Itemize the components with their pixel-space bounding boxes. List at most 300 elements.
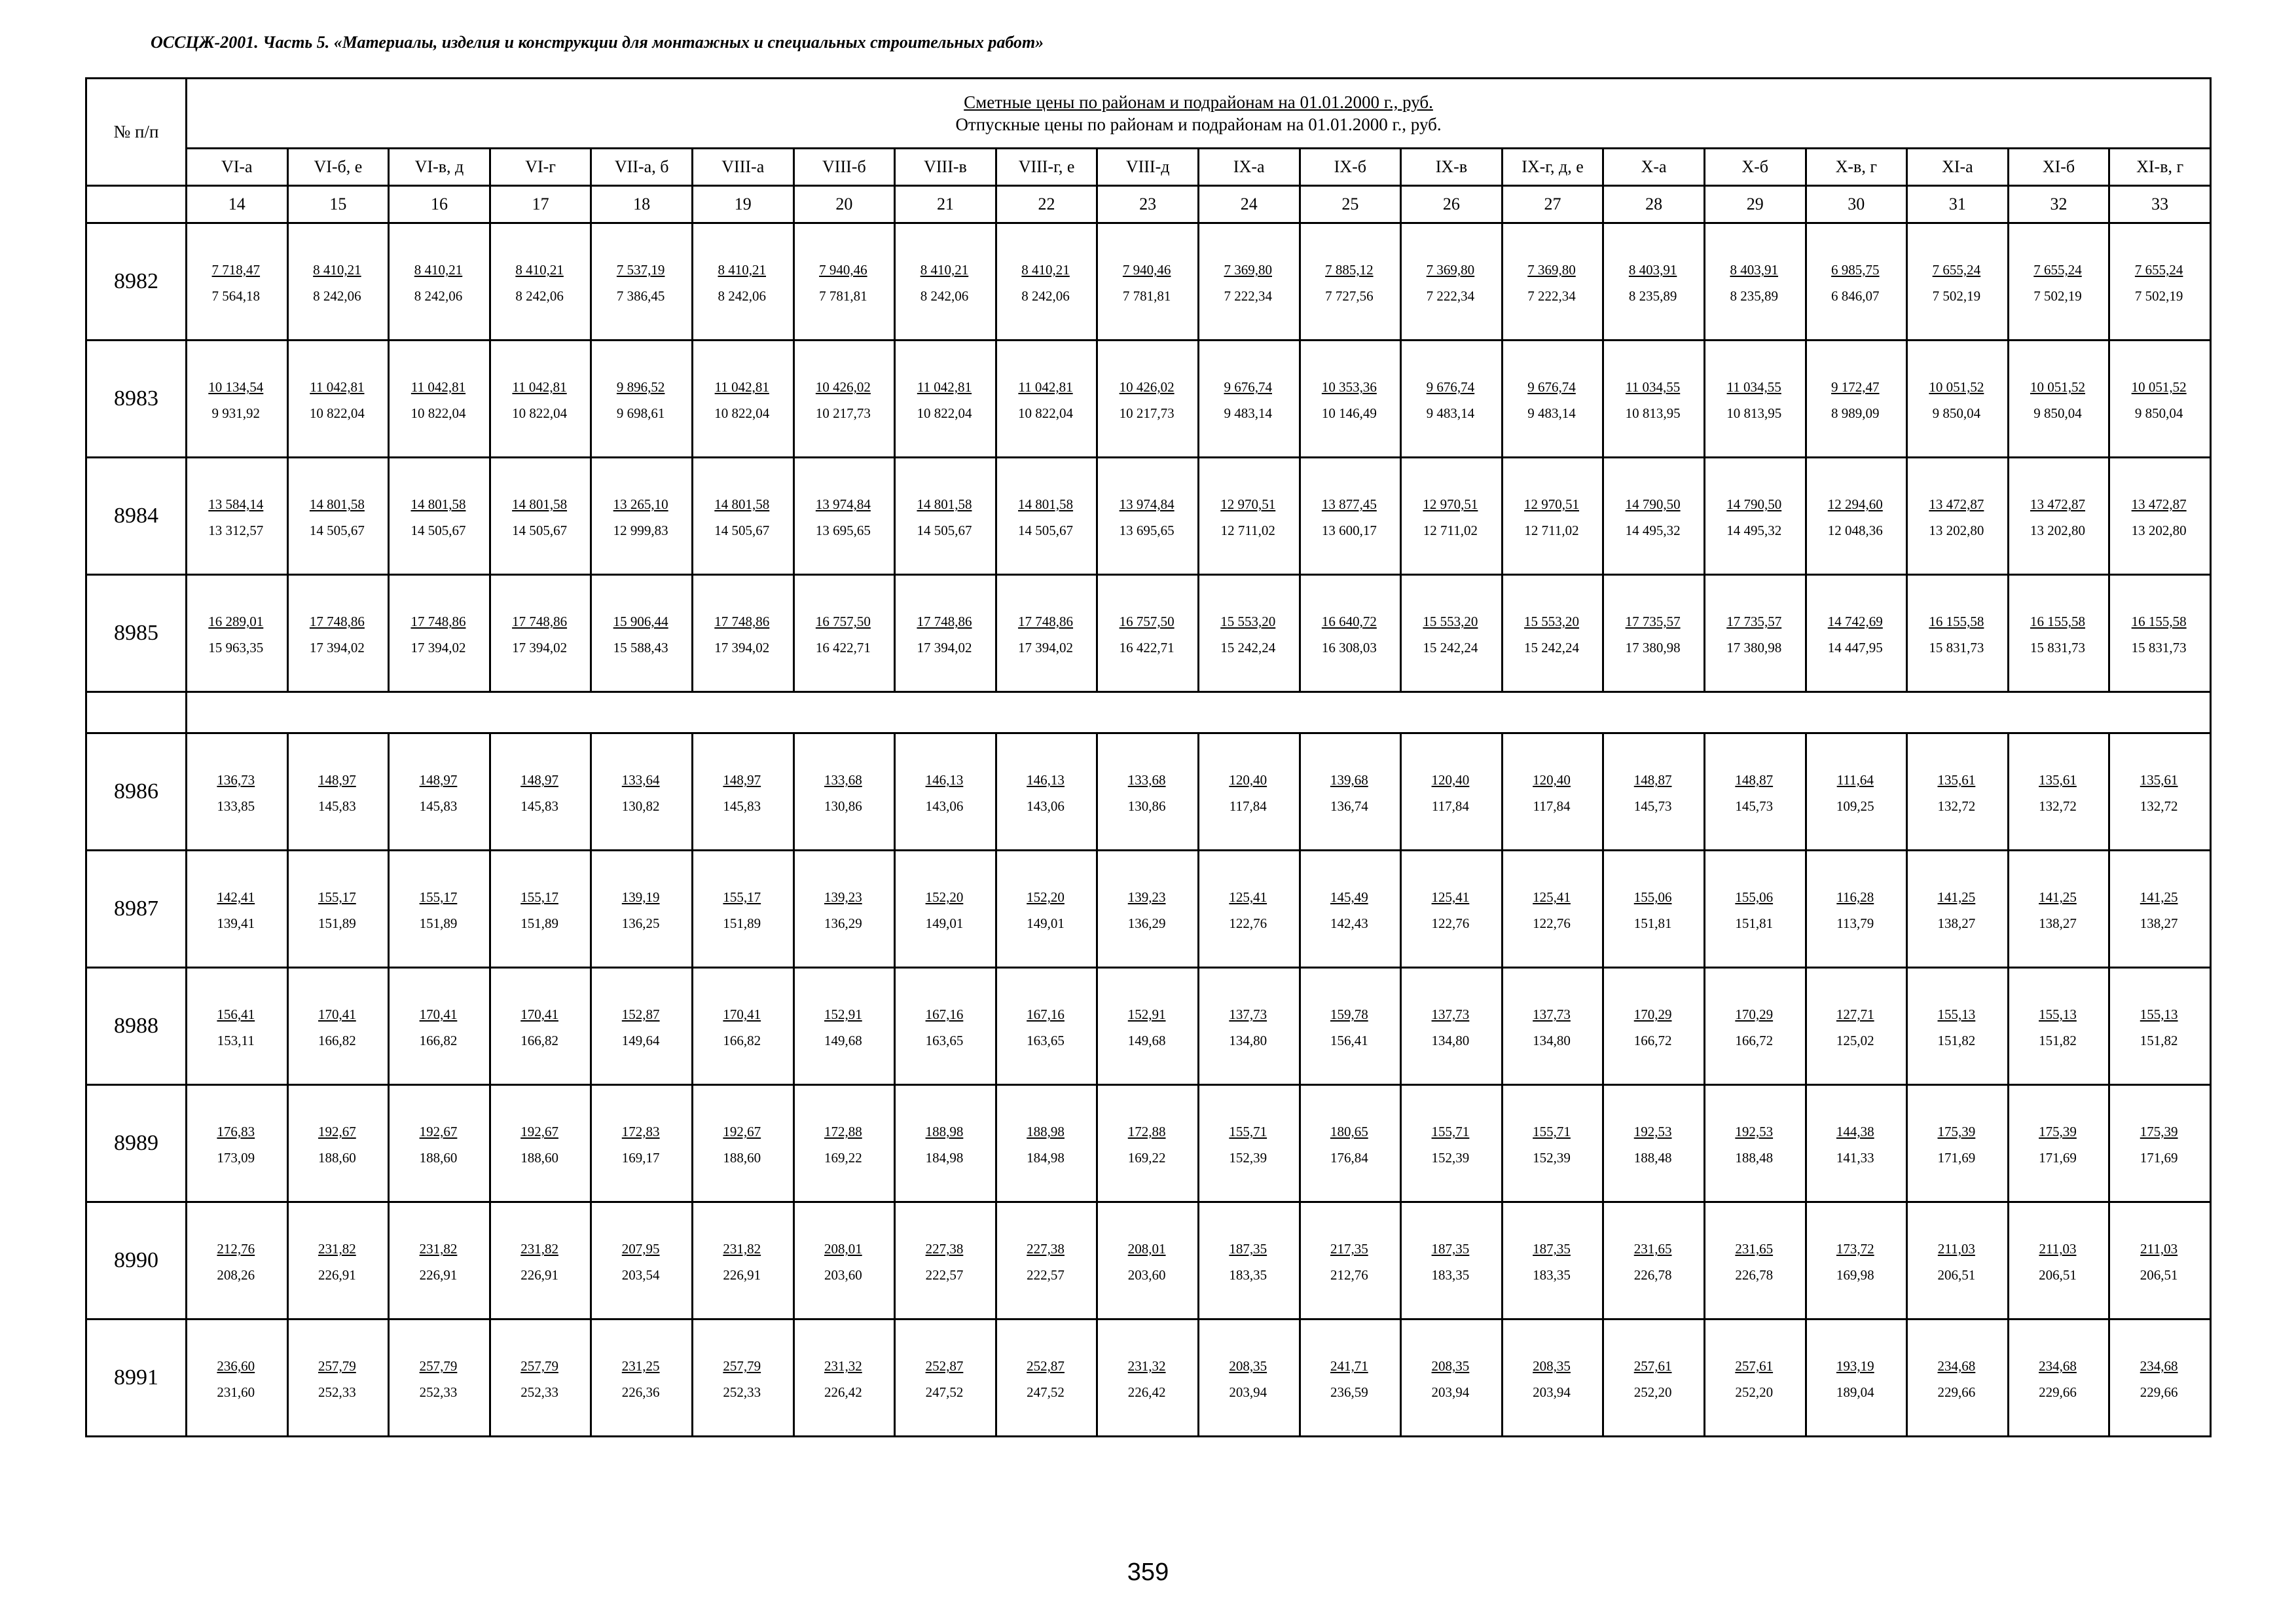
- price-cell: [1704, 223, 1806, 341]
- price-cell: [1300, 341, 1401, 458]
- estimate-price: 208,01: [824, 1241, 862, 1257]
- price-cell: [187, 851, 288, 968]
- estimate-price: 192,67: [419, 1124, 458, 1139]
- release-price: 189,04: [1836, 1384, 1874, 1400]
- estimate-price: 155,17: [520, 889, 558, 905]
- price-cell: [1401, 1320, 1503, 1437]
- release-price: 176,84: [1330, 1150, 1368, 1166]
- price-cell: [1806, 1202, 1907, 1320]
- release-price: 13 202,80: [1929, 523, 1984, 538]
- price-cell: [996, 1085, 1097, 1202]
- estimate-price: 14 742,69: [1827, 614, 1883, 629]
- price-cell: [187, 575, 288, 692]
- estimate-price: 159,78: [1330, 1006, 1368, 1022]
- price-cell: [1603, 341, 1705, 458]
- region-header: IX-б: [1300, 149, 1401, 186]
- release-price: 188,48: [1633, 1150, 1672, 1166]
- release-price: 173,09: [217, 1150, 255, 1166]
- release-price: 183,35: [1229, 1267, 1267, 1283]
- estimate-price: 13 974,84: [1119, 496, 1175, 512]
- column-number: 17: [490, 186, 591, 223]
- estimate-price: 175,39: [1937, 1124, 1976, 1139]
- column-number: 32: [2008, 186, 2109, 223]
- estimate-price: 208,35: [1533, 1358, 1571, 1374]
- price-cell: [2008, 341, 2109, 458]
- estimate-price: 173,72: [1836, 1241, 1874, 1257]
- price-cell: [287, 223, 389, 341]
- estimate-price: 152,91: [1127, 1006, 1166, 1022]
- release-price: 13 600,17: [1321, 523, 1377, 538]
- price-cell: [490, 575, 591, 692]
- estimate-price: 152,20: [1027, 889, 1065, 905]
- estimate-price: 217,35: [1330, 1241, 1368, 1257]
- release-price: 9 483,14: [1527, 405, 1576, 421]
- estimate-price: 14 801,58: [1018, 496, 1074, 512]
- estimate-price: 207,95: [621, 1241, 660, 1257]
- price-cell: [1806, 223, 1907, 341]
- price-cell: [591, 575, 693, 692]
- price-cell: [793, 1320, 895, 1437]
- estimate-price: 16 155,58: [1929, 614, 1984, 629]
- price-cell: [692, 1085, 793, 1202]
- price-cell: [287, 1202, 389, 1320]
- price-cell: [2008, 1320, 2109, 1437]
- release-price: 252,33: [419, 1384, 458, 1400]
- release-price: 188,60: [419, 1150, 458, 1166]
- release-price: 6 846,07: [1831, 288, 1880, 304]
- estimate-price: 152,91: [824, 1006, 862, 1022]
- region-header: X-а: [1603, 149, 1705, 186]
- row-number: 8985: [86, 575, 187, 692]
- price-cell: [389, 1320, 490, 1437]
- price-cell: [187, 733, 288, 851]
- estimate-price: 9 172,47: [1831, 379, 1880, 395]
- price-cell: [490, 341, 591, 458]
- estimate-price: 167,16: [1027, 1006, 1065, 1022]
- release-price: 169,22: [824, 1150, 862, 1166]
- price-cell: [2008, 458, 2109, 575]
- price-cell: [1806, 575, 1907, 692]
- release-price: 14 505,67: [309, 523, 365, 538]
- release-price: 17 394,02: [1018, 640, 1074, 655]
- price-cell: [996, 341, 1097, 458]
- estimate-price: 172,83: [621, 1124, 660, 1139]
- release-price: 132,72: [2039, 798, 2077, 814]
- price-cell: [2109, 1202, 2211, 1320]
- estimate-price: 127,71: [1836, 1006, 1874, 1022]
- release-price: 14 505,67: [410, 523, 466, 538]
- release-price: 171,69: [2140, 1150, 2178, 1166]
- release-price: 136,25: [621, 915, 660, 931]
- release-price: 252,33: [318, 1384, 356, 1400]
- release-price: 142,43: [1330, 915, 1368, 931]
- column-number: 15: [287, 186, 389, 223]
- estimate-price: 148,97: [318, 772, 356, 788]
- estimate-price: 17 748,86: [917, 614, 972, 629]
- estimate-price: 155,17: [318, 889, 356, 905]
- estimate-price: 9 676,74: [1426, 379, 1475, 395]
- estimate-price: 192,53: [1735, 1124, 1774, 1139]
- price-cell: [1603, 968, 1705, 1085]
- estimate-price: 170,41: [723, 1006, 761, 1022]
- estimate-price: 257,79: [520, 1358, 558, 1374]
- release-price: 247,52: [925, 1384, 964, 1400]
- price-cell: [1806, 458, 1907, 575]
- price-cell: [1401, 851, 1503, 968]
- release-price: 17 394,02: [917, 640, 972, 655]
- price-cell: [793, 223, 895, 341]
- price-cell: [996, 575, 1097, 692]
- release-price: 145,83: [520, 798, 558, 814]
- estimate-price: 148,97: [723, 772, 761, 788]
- release-price: 184,98: [1027, 1150, 1065, 1166]
- release-price: 226,91: [318, 1267, 356, 1283]
- price-cell: [1806, 1320, 1907, 1437]
- release-price: 15 242,24: [1220, 640, 1276, 655]
- price-cell: [187, 341, 288, 458]
- column-number: 14: [187, 186, 288, 223]
- price-cell: [1198, 341, 1300, 458]
- estimate-price: 14 790,50: [1625, 496, 1681, 512]
- release-price: 203,60: [824, 1267, 862, 1283]
- estimate-price: 135,61: [2039, 772, 2077, 788]
- release-price: 122,76: [1229, 915, 1267, 931]
- price-cell: [1097, 1085, 1199, 1202]
- estimate-price: 16 640,72: [1321, 614, 1377, 629]
- estimate-price: 231,25: [621, 1358, 660, 1374]
- row-number: 8991: [86, 1320, 187, 1437]
- price-cell: [591, 341, 693, 458]
- price-cell: [1198, 1085, 1300, 1202]
- price-cell: [1401, 1202, 1503, 1320]
- estimate-price: 155,17: [723, 889, 761, 905]
- estimate-price: 172,88: [824, 1124, 862, 1139]
- column-number: 18: [591, 186, 693, 223]
- estimate-price: 9 676,74: [1224, 379, 1272, 395]
- price-cell: [692, 1320, 793, 1437]
- region-header: VI-г: [490, 149, 591, 186]
- price-cell: [692, 223, 793, 341]
- price-cell: [1806, 1085, 1907, 1202]
- price-cell: [389, 733, 490, 851]
- release-price: 10 822,04: [714, 405, 770, 421]
- release-price: 149,64: [621, 1033, 660, 1048]
- estimate-price: 231,65: [1633, 1241, 1672, 1257]
- release-price: 226,42: [824, 1384, 862, 1400]
- row-number: 8986: [86, 733, 187, 851]
- release-price: 206,51: [2039, 1267, 2077, 1283]
- release-price: 169,98: [1836, 1267, 1874, 1283]
- estimate-price: 252,87: [1027, 1358, 1065, 1374]
- price-cell: [1097, 968, 1199, 1085]
- release-price: 169,17: [621, 1150, 660, 1166]
- release-price: 130,86: [824, 798, 862, 814]
- price-cell: [895, 851, 996, 968]
- price-cell: [895, 1320, 996, 1437]
- estimate-price: 133,68: [824, 772, 862, 788]
- release-price: 163,65: [925, 1033, 964, 1048]
- estimate-price: 192,67: [318, 1124, 356, 1139]
- price-cell: [1198, 223, 1300, 341]
- release-price: 203,94: [1229, 1384, 1267, 1400]
- price-cell: [1401, 575, 1503, 692]
- release-price: 151,89: [318, 915, 356, 931]
- release-price: 117,84: [1229, 798, 1267, 814]
- price-cell: [793, 968, 895, 1085]
- release-price: 226,91: [419, 1267, 458, 1283]
- estimate-price: 148,97: [520, 772, 558, 788]
- estimate-price: 13 974,84: [815, 496, 871, 512]
- header-row-column-numbers: [86, 186, 2211, 223]
- release-price: 203,94: [1533, 1384, 1571, 1400]
- price-cell: [1300, 968, 1401, 1085]
- release-price: 153,11: [217, 1033, 255, 1048]
- table-row: [86, 1320, 2211, 1437]
- estimate-price: 236,60: [217, 1358, 255, 1374]
- price-cell: [2109, 458, 2211, 575]
- column-number: 16: [389, 186, 490, 223]
- price-cell: [2008, 968, 2109, 1085]
- price-cell: [1502, 733, 1603, 851]
- estimate-price: 170,29: [1633, 1006, 1672, 1022]
- separator-row: [86, 692, 2211, 733]
- price-cell: [1401, 968, 1503, 1085]
- price-cell: [793, 851, 895, 968]
- region-header: IX-г, д, е: [1502, 149, 1603, 186]
- release-price: 134,80: [1431, 1033, 1470, 1048]
- estimate-price: 7 369,80: [1527, 262, 1576, 278]
- price-cell: [591, 968, 693, 1085]
- estimate-price: 208,35: [1229, 1358, 1267, 1374]
- price-cell: [389, 341, 490, 458]
- estimate-price: 155,13: [2140, 1006, 2178, 1022]
- estimate-price: 192,67: [723, 1124, 761, 1139]
- estimate-price: 17 748,86: [410, 614, 466, 629]
- release-price: 222,57: [1027, 1267, 1065, 1283]
- estimate-price: 141,25: [2140, 889, 2178, 905]
- release-price: 13 312,57: [208, 523, 264, 538]
- estimate-price: 14 801,58: [512, 496, 568, 512]
- estimate-price: 234,68: [2039, 1358, 2077, 1374]
- price-cell: [1704, 1085, 1806, 1202]
- estimate-price: 10 051,52: [2030, 379, 2085, 395]
- release-price: 10 146,49: [1321, 405, 1377, 421]
- price-cell: [187, 968, 288, 1085]
- estimate-price: 208,01: [1127, 1241, 1166, 1257]
- estimate-price: 156,41: [217, 1006, 255, 1022]
- price-cell: [1907, 1202, 2009, 1320]
- price-cell: [1603, 223, 1705, 341]
- price-cell: [1907, 1085, 2009, 1202]
- estimate-price: 231,82: [419, 1241, 458, 1257]
- release-price: 17 380,98: [1726, 640, 1782, 655]
- price-cell: [1907, 458, 2009, 575]
- price-cell: [996, 458, 1097, 575]
- estimate-price: 136,73: [217, 772, 255, 788]
- release-price: 13 202,80: [2030, 523, 2085, 538]
- estimate-price: 11 042,81: [1018, 379, 1073, 395]
- price-cell: [1704, 341, 1806, 458]
- price-cell: [1704, 1320, 1806, 1437]
- release-price: 10 822,04: [410, 405, 466, 421]
- release-price: 14 495,32: [1726, 523, 1782, 538]
- price-cell: [1097, 733, 1199, 851]
- price-cell: [1806, 733, 1907, 851]
- release-price: 166,82: [419, 1033, 458, 1048]
- release-price: 151,81: [1633, 915, 1672, 931]
- release-price: 231,60: [217, 1384, 255, 1400]
- price-cell: [1704, 968, 1806, 1085]
- price-cell: [996, 968, 1097, 1085]
- release-price: 143,06: [1027, 798, 1065, 814]
- price-cell: [1806, 341, 1907, 458]
- estimate-price: 257,61: [1735, 1358, 1774, 1374]
- release-price: 188,60: [318, 1150, 356, 1166]
- price-cell: [1502, 1202, 1603, 1320]
- price-cell: [793, 575, 895, 692]
- release-price: 149,68: [824, 1033, 862, 1048]
- price-cell: [1907, 223, 2009, 341]
- estimate-price: 7 885,12: [1325, 262, 1374, 278]
- table-row: [86, 1085, 2211, 1202]
- price-cell: [490, 458, 591, 575]
- table-row: [86, 733, 2211, 851]
- region-header: VIII-д: [1097, 149, 1199, 186]
- estimate-price: 14 790,50: [1726, 496, 1782, 512]
- release-price: 136,29: [1127, 915, 1166, 931]
- estimate-price: 14 801,58: [714, 496, 770, 512]
- release-price: 151,89: [723, 915, 761, 931]
- release-price: 152,39: [1431, 1150, 1470, 1166]
- release-price: 14 505,67: [1018, 523, 1074, 538]
- price-cell: [793, 458, 895, 575]
- row-number: 8987: [86, 851, 187, 968]
- price-cell: [389, 223, 490, 341]
- release-price: 9 850,04: [2134, 405, 2183, 421]
- estimate-price: 231,82: [318, 1241, 356, 1257]
- release-price: 12 048,36: [1827, 523, 1883, 538]
- price-cell: [1198, 458, 1300, 575]
- price-cell: [996, 851, 1097, 968]
- release-price: 17 394,02: [410, 640, 466, 655]
- price-cell: [1300, 733, 1401, 851]
- release-price: 229,66: [1937, 1384, 1976, 1400]
- estimate-price-title: Сметные цены по районам и подрайонам на 01.01.2000 г., руб.: [964, 92, 1433, 112]
- estimate-price: 10 051,52: [1929, 379, 1984, 395]
- column-number: 23: [1097, 186, 1199, 223]
- release-price: 109,25: [1836, 798, 1874, 814]
- price-cell: [2008, 575, 2109, 692]
- price-cell: [287, 733, 389, 851]
- price-cell: [996, 733, 1097, 851]
- table-row: [86, 223, 2211, 341]
- estimate-price: 15 553,20: [1220, 614, 1276, 629]
- release-price: 9 850,04: [1932, 405, 1981, 421]
- estimate-price: 257,79: [318, 1358, 356, 1374]
- price-cell: [1603, 851, 1705, 968]
- price-cell: [1300, 1320, 1401, 1437]
- estimate-price: 7 537,19: [616, 262, 665, 278]
- price-cell: [187, 1202, 288, 1320]
- column-number: 22: [996, 186, 1097, 223]
- estimate-price: 234,68: [1937, 1358, 1976, 1374]
- estimate-price: 155,71: [1431, 1124, 1470, 1139]
- release-price: 8 242,06: [920, 288, 969, 304]
- release-price: 171,69: [1937, 1150, 1976, 1166]
- release-price: 117,84: [1533, 798, 1571, 814]
- release-price: 203,54: [621, 1267, 660, 1283]
- release-price: 252,33: [520, 1384, 558, 1400]
- price-cell: [1907, 851, 2009, 968]
- region-header: XI-б: [2008, 149, 2109, 186]
- column-number: 30: [1806, 186, 1907, 223]
- estimate-price: 252,87: [925, 1358, 964, 1374]
- release-price: 151,82: [2039, 1033, 2077, 1048]
- release-price: 222,57: [925, 1267, 964, 1283]
- estimate-price: 8 403,91: [1628, 262, 1677, 278]
- estimate-price: 152,87: [621, 1006, 660, 1022]
- price-cell: [389, 1202, 490, 1320]
- table-row: [86, 458, 2211, 575]
- release-price: 12 711,02: [1220, 523, 1275, 538]
- release-price: 252,20: [1633, 1384, 1672, 1400]
- release-price: 7 564,18: [211, 288, 261, 304]
- estimate-price: 187,35: [1533, 1241, 1571, 1257]
- price-cell: [287, 458, 389, 575]
- estimate-price: 137,73: [1229, 1006, 1267, 1022]
- estimate-price: 12 970,51: [1423, 496, 1478, 512]
- price-cell: [1502, 851, 1603, 968]
- price-cell: [1401, 458, 1503, 575]
- price-cell: [1300, 1085, 1401, 1202]
- release-price: 212,76: [1330, 1267, 1368, 1283]
- estimate-price: 11 042,81: [714, 379, 769, 395]
- price-cell: [1401, 733, 1503, 851]
- estimate-price: 13 472,87: [2131, 496, 2187, 512]
- price-cell: [2109, 851, 2211, 968]
- price-cell: [187, 458, 288, 575]
- price-cell: [2008, 851, 2109, 968]
- release-price: 12 999,83: [613, 523, 668, 538]
- release-price: 16 422,71: [815, 640, 871, 655]
- price-cell: [1603, 1320, 1705, 1437]
- release-price: 17 394,02: [714, 640, 770, 655]
- estimate-price: 175,39: [2039, 1124, 2077, 1139]
- price-cell: [287, 851, 389, 968]
- release-price: 17 394,02: [512, 640, 568, 655]
- estimate-price: 170,29: [1735, 1006, 1774, 1022]
- price-cell: [1704, 458, 1806, 575]
- release-price: 151,89: [419, 915, 458, 931]
- release-price: 132,72: [1937, 798, 1976, 814]
- estimate-price: 188,98: [1027, 1124, 1065, 1139]
- release-price: 134,80: [1533, 1033, 1571, 1048]
- price-cell: [895, 458, 996, 575]
- price-cell: [1907, 1320, 2009, 1437]
- release-price: 10 822,04: [512, 405, 568, 421]
- estimate-price: 137,73: [1431, 1006, 1470, 1022]
- price-cell: [1502, 968, 1603, 1085]
- release-price: 10 217,73: [815, 405, 871, 421]
- estimate-price: 141,25: [2039, 889, 2077, 905]
- release-price: 7 222,34: [1426, 288, 1475, 304]
- price-cell: [591, 1202, 693, 1320]
- release-price: 188,60: [723, 1150, 761, 1166]
- release-price: 15 831,73: [1929, 640, 1984, 655]
- estimate-price: 14 801,58: [309, 496, 365, 512]
- region-header: X-в, г: [1806, 149, 1907, 186]
- estimate-price: 16 757,50: [815, 614, 871, 629]
